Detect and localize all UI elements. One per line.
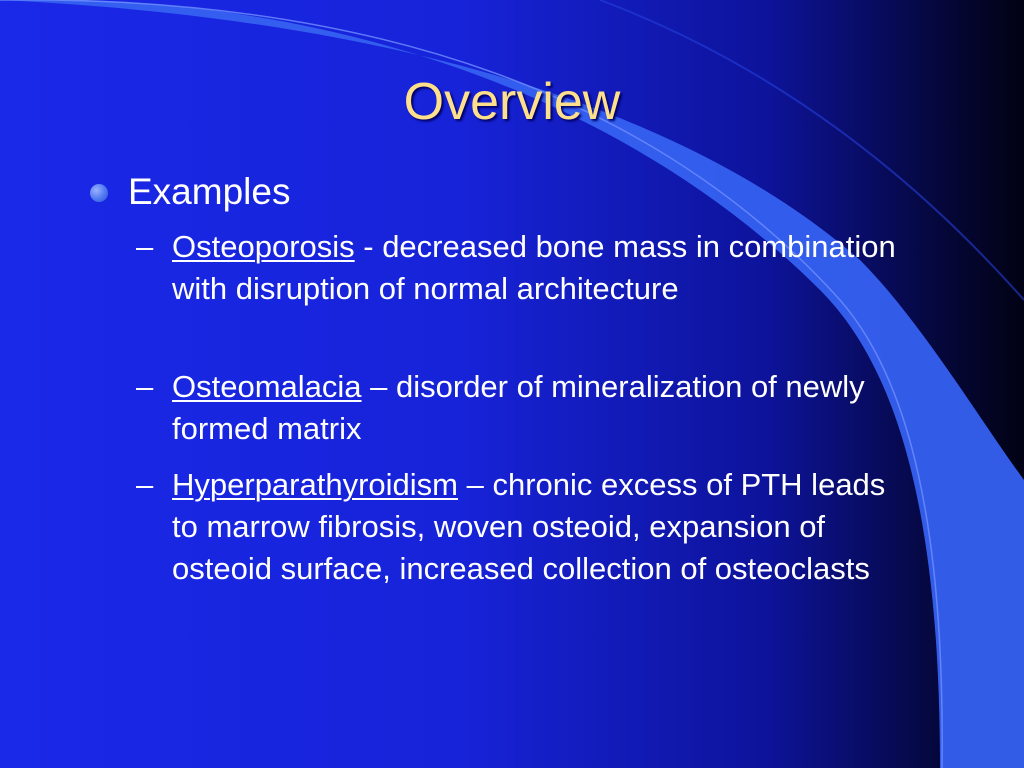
sub-bullet-text	[172, 366, 912, 450]
bullet-dot-icon	[90, 184, 108, 202]
term-description: - decreased bone mass in combination with disruption of normal architecture	[172, 229, 896, 306]
dash-marker: –	[136, 369, 154, 404]
sub-bullet-text	[172, 226, 912, 310]
term-description: – chronic excess of PTH leads to marrow fibrosis, woven osteoid, expansion of osteoid surface, increased collection of osteoclasts	[172, 467, 886, 586]
sub-bullet-text	[172, 464, 912, 590]
term-description: – disorder of mineralization of newly formed matrix	[172, 369, 865, 446]
dash-marker: –	[136, 229, 154, 264]
term-link[interactable]: Osteoporosis	[172, 229, 355, 264]
term-link[interactable]: Osteomalacia	[172, 369, 362, 404]
slide-title: Overview	[403, 73, 621, 131]
bullet-label: Examples	[128, 171, 291, 212]
dash-marker: –	[136, 467, 154, 502]
term-link[interactable]: Hyperparathyroidism	[172, 467, 458, 502]
